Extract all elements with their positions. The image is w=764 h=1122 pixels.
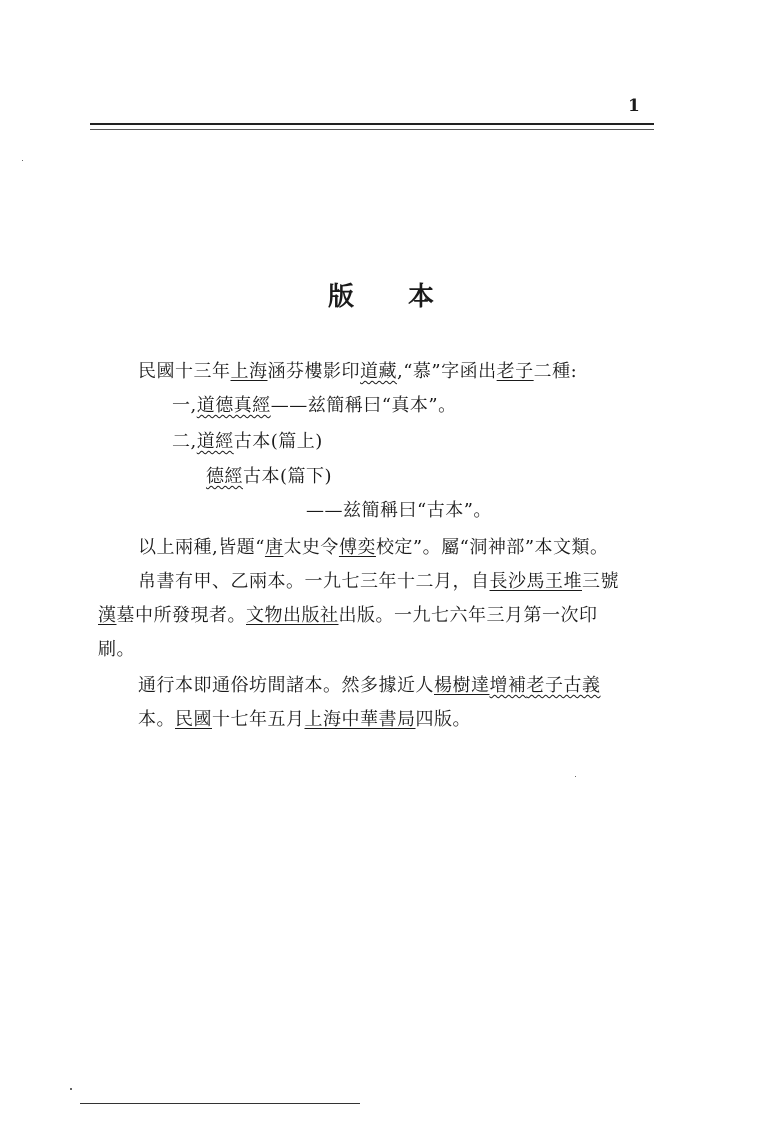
- text-line-1: [138, 360, 577, 384]
- text-line-10: [138, 674, 601, 698]
- text-span: 一,: [172, 395, 197, 416]
- scan-speck: [575, 776, 576, 777]
- text-span: 以上兩種,皆題“: [138, 537, 265, 558]
- dynasty-name: 唐: [264, 537, 284, 558]
- person-name: 楊樹達: [434, 675, 490, 696]
- text-span: 三號: [582, 571, 619, 592]
- text-span: ——兹簡稱曰“古本”。: [306, 500, 492, 521]
- text-span: 出版。一九七六年三月第一次印: [338, 605, 598, 626]
- text-line-4: [206, 465, 332, 489]
- place-name: 上海: [304, 709, 342, 730]
- text-line-2: [172, 394, 457, 418]
- place-name: 長沙: [489, 571, 527, 592]
- text-span: 涵芬樓影印: [267, 361, 360, 382]
- text-span: 二,: [172, 431, 197, 452]
- footer-rule: [80, 1103, 360, 1104]
- text-span: 帛書有甲、乙兩本。一九七三年十二月，自: [138, 571, 490, 592]
- text-line-7: [138, 570, 619, 594]
- text-span: 通行本即通俗坊間諸本。然多據近人: [138, 675, 434, 696]
- text-span: 本。: [138, 709, 175, 730]
- place-name: 上海: [230, 361, 268, 382]
- text-span: 古本(篇下): [243, 466, 333, 487]
- header-rule-thick: [90, 123, 654, 125]
- book-title: 增補: [489, 675, 527, 696]
- text-span: 四版。: [415, 709, 471, 730]
- text-line-6: [138, 536, 609, 560]
- book-title: 道德真經: [196, 395, 271, 416]
- book-title: 道經: [196, 431, 234, 452]
- publisher-name: 中華書局: [341, 709, 416, 730]
- text-span: 古本(篇上): [233, 431, 323, 452]
- text-span: 太史令: [283, 537, 339, 558]
- person-name: 傅奕: [338, 537, 376, 558]
- page-number: 1: [628, 96, 640, 116]
- page-title: [0, 276, 764, 313]
- text-line-8: [98, 604, 598, 628]
- scan-speck: [22, 160, 23, 161]
- dynasty-name: 漢: [98, 605, 117, 626]
- text-line-11: [138, 708, 471, 732]
- text-line-9: [98, 638, 135, 662]
- text-span: 刷。: [98, 639, 135, 660]
- header-rule-thin: [90, 129, 654, 130]
- publisher-name: 文物出版社: [246, 605, 339, 626]
- text-span: ,“慕”字函出: [397, 361, 497, 382]
- text-line-3: [172, 430, 323, 454]
- book-title: 老子古義: [526, 675, 601, 696]
- title-part-1: 版: [327, 282, 356, 312]
- text-span: 校定”。屬“洞神部”本文類。: [375, 537, 609, 558]
- text-line-5: [306, 499, 492, 523]
- book-title: 道藏: [360, 361, 397, 382]
- person-name: 老子: [496, 361, 534, 382]
- scan-speck: [70, 1088, 72, 1090]
- book-title: 德經: [206, 466, 243, 487]
- text-span: ——兹簡稱曰“真本”。: [270, 395, 457, 416]
- text-span: 十七年五月: [212, 709, 305, 730]
- text-span: 二種:: [533, 361, 578, 382]
- title-part-2: 本: [408, 282, 437, 312]
- text-span: 墓中所發現者。: [116, 605, 246, 626]
- text-span: 民國十三年: [138, 361, 231, 382]
- era-name: 民國: [175, 709, 212, 730]
- place-name: 馬王堆: [526, 571, 582, 592]
